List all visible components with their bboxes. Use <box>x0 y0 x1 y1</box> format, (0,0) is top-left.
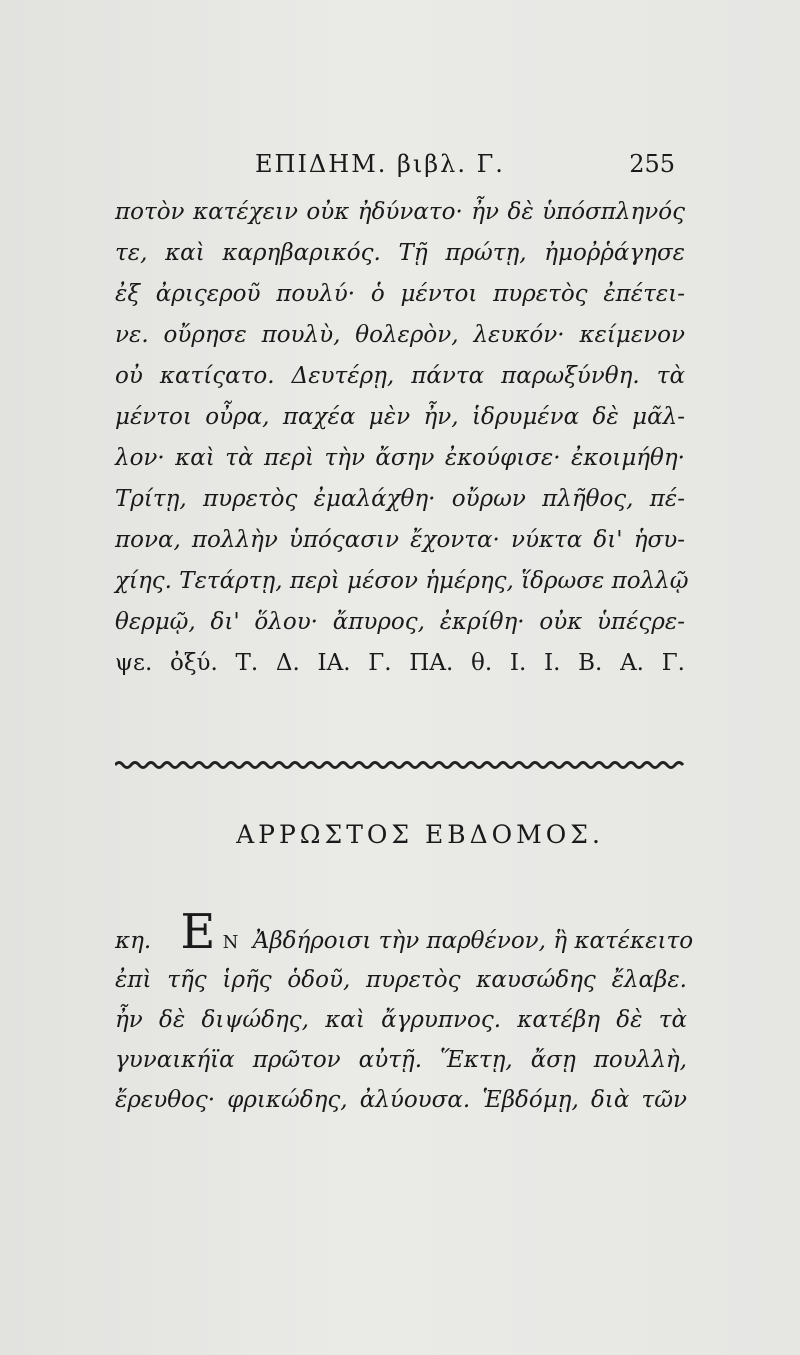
divider-wave <box>115 763 683 768</box>
ornamental-divider <box>115 755 685 775</box>
text-line: ἐπὶ τῆς ἱρῆς ὁδοῦ, πυρετὸς καυσώδης ἔλαβε. <box>115 967 687 993</box>
text-line-critical-signs: ψε. ὀξύ. Τ. Δ. ΙΑ. Γ. ΠΑ. θ. Ι. Ι. Β. Α. Γ. <box>115 650 685 676</box>
text-line: Τρίτῃ, πυρετὸς ἐμαλάχθη· οὔρων πλῆθος, πέ- <box>115 486 685 512</box>
text-line: πονα, πολλὴν ὑπόςασιν ἔχοντα· νύκτα δι' ἡσυ- <box>115 527 685 553</box>
main-text-block <box>115 192 689 684</box>
text-line: ἔρευθος· φρικώδης, ἀλύουσα. Ἑβδόμῃ, διὰ τῶν <box>115 1087 687 1113</box>
page-number: 255 <box>629 150 675 178</box>
text-line: ἐξ ἀριςεροῦ πουλύ· ὁ μέντοι πυρετὸς ἐπέτει- <box>115 281 685 307</box>
page-header <box>255 150 675 190</box>
drop-cap-rest: Ν <box>222 932 240 953</box>
margin-number: κη. <box>115 928 152 954</box>
text-line: ἦν δὲ διψώδης, καὶ ἄγρυπνος. κατέβη δὲ τὰ <box>115 1007 687 1033</box>
text-line: οὐ κατίςατο. Δευτέρῃ, πάντα παρωξύνθη. τὰ <box>115 363 685 389</box>
drop-cap: Ε <box>180 904 216 960</box>
text-line: νε. οὔρησε πουλὺ, θολερὸν, λευκόν· κείμενον <box>115 322 685 348</box>
running-head: ΕΠΙΔΗΜ. βιβλ. Γ. <box>255 150 505 178</box>
text-line: λον· καὶ τὰ περὶ τὴν ἄσην ἐκούφισε· ἐκοιμήθη· <box>115 445 685 471</box>
first-line-text: Ἀβδήροισι τὴν παρθένον, ἣ κατέκειτο <box>252 928 694 954</box>
text-line: χίης. Τετάρτῃ, περὶ μέσον ἡμέρης, ἵδρωσε πολλῷ <box>115 568 689 594</box>
section-first-line <box>115 904 694 960</box>
text-line: ποτὸν κατέχειν οὐκ ἠδύνατο· ἦν δὲ ὑπόσπληνός <box>115 199 685 225</box>
text-line: μέντοι οὖρα, παχέα μὲν ἦν, ἱδρυμένα δὲ μᾶλ- <box>115 404 685 430</box>
text-line: τε, καὶ καρηβαρικός. Τῇ πρώτῃ, ἠμοῤῥάγησε <box>115 240 685 266</box>
text-line: γυναικήϊα πρῶτον αὐτῇ. Ἕκτῃ, ἄσῃ πουλλὴ, <box>115 1047 687 1073</box>
section-text-block <box>115 904 694 1120</box>
section-title: ΑΡΡΩΣΤΟΣ ΕΒΔΟΜΟΣ. <box>236 820 604 849</box>
text-line: θερμῷ, δι' ὅλου· ἄπυρος, ἐκρίθη· οὐκ ὑπέςρε- <box>115 609 685 635</box>
